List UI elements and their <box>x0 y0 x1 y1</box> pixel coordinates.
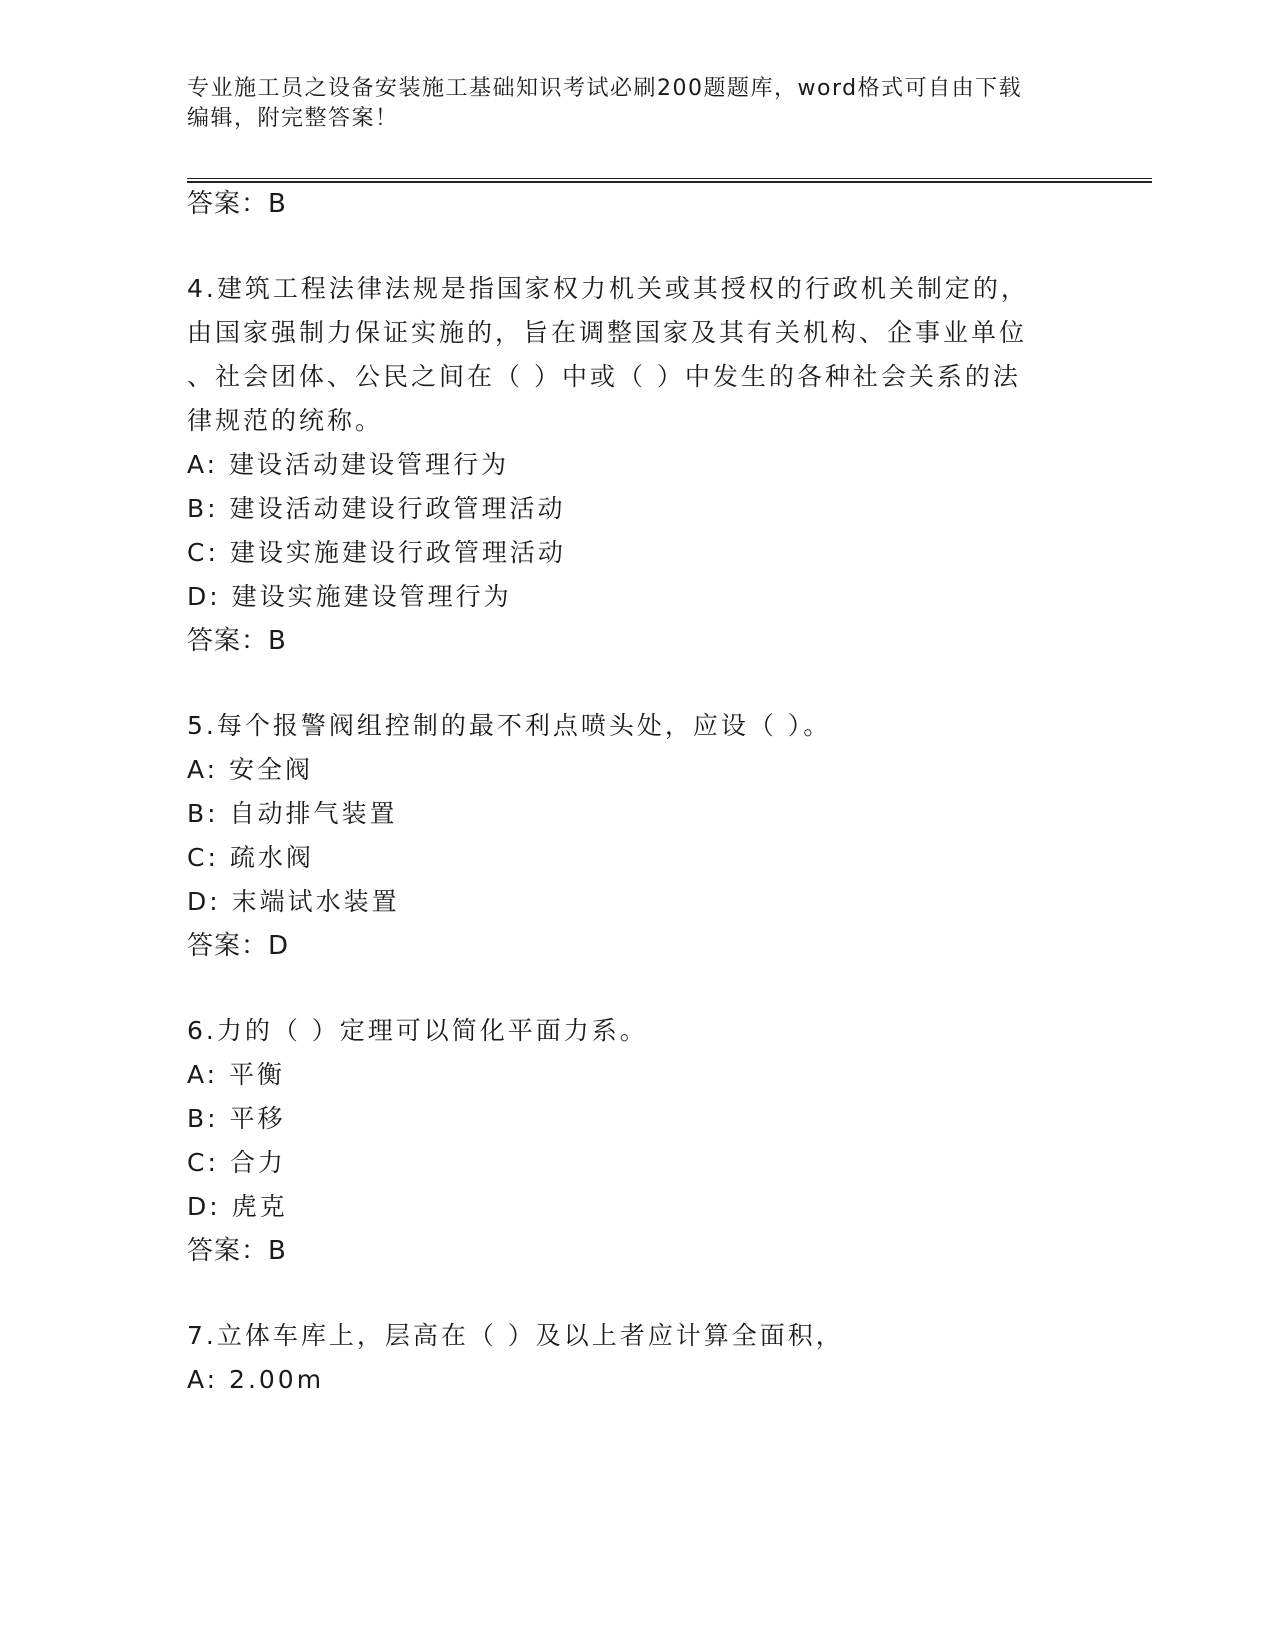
document-header <box>187 74 1087 134</box>
header-divider-thick <box>187 181 1152 183</box>
previous-answer: 答案：B <box>187 189 287 219</box>
header-line-2: 编辑，附完整答案！ <box>187 106 399 131</box>
question-4-stem-line-4: 律规范的统称。 <box>187 406 384 435</box>
question-4-option-a: A: 建设活动建设管理行为 <box>187 450 510 479</box>
question-4-option-c: C: 建设实施建设行政管理活动 <box>187 538 566 567</box>
header-divider-thin <box>187 178 1152 179</box>
question-4-option-d: D: 建设实施建设管理行为 <box>187 582 512 611</box>
question-4-option-b: B: 建设活动建设行政管理活动 <box>187 494 566 523</box>
question-5-option-c: C: 疏水阀 <box>187 843 314 872</box>
question-5-option-d: D: 末端试水装置 <box>187 887 400 916</box>
question-6-answer: 答案：B <box>187 1236 287 1266</box>
question-4-stem-line-3: 、社会团体、公民之间在（ ）中或（ ）中发生的各种社会关系的法 <box>187 362 1021 391</box>
question-6-stem: 6.力的（ ）定理可以简化平面力系。 <box>187 1016 648 1045</box>
question-7-stem: 7.立体车库上，层高在（ ）及以上者应计算全面积， <box>187 1321 844 1350</box>
question-5-option-b: B: 自动排气装置 <box>187 799 398 828</box>
question-4-stem-line-2: 由国家强制力保证实施的，旨在调整国家及其有关机构、企事业单位 <box>187 318 1028 347</box>
question-6-option-b: B: 平移 <box>187 1104 286 1133</box>
question-6-option-a: A: 平衡 <box>187 1060 286 1089</box>
question-4-answer: 答案：B <box>187 626 287 656</box>
question-4-stem-line-1: 4.建筑工程法律法规是指国家权力机关或其授权的行政机关制定的， <box>187 274 1029 303</box>
question-5-stem: 5.每个报警阀组控制的最不利点喷头处，应设（ ）。 <box>187 711 832 740</box>
header-line-1: 专业施工员之设备安装施工基础知识考试必刷200题题库，word格式可自由下载 <box>187 76 1023 101</box>
question-5-answer: 答案：D <box>187 931 290 961</box>
question-5-option-a: A: 安全阀 <box>187 755 314 784</box>
question-7-option-a: A: 2.00m <box>187 1365 325 1394</box>
question-6-option-d: D: 虎克 <box>187 1192 288 1221</box>
question-6-option-c: C: 合力 <box>187 1148 286 1177</box>
